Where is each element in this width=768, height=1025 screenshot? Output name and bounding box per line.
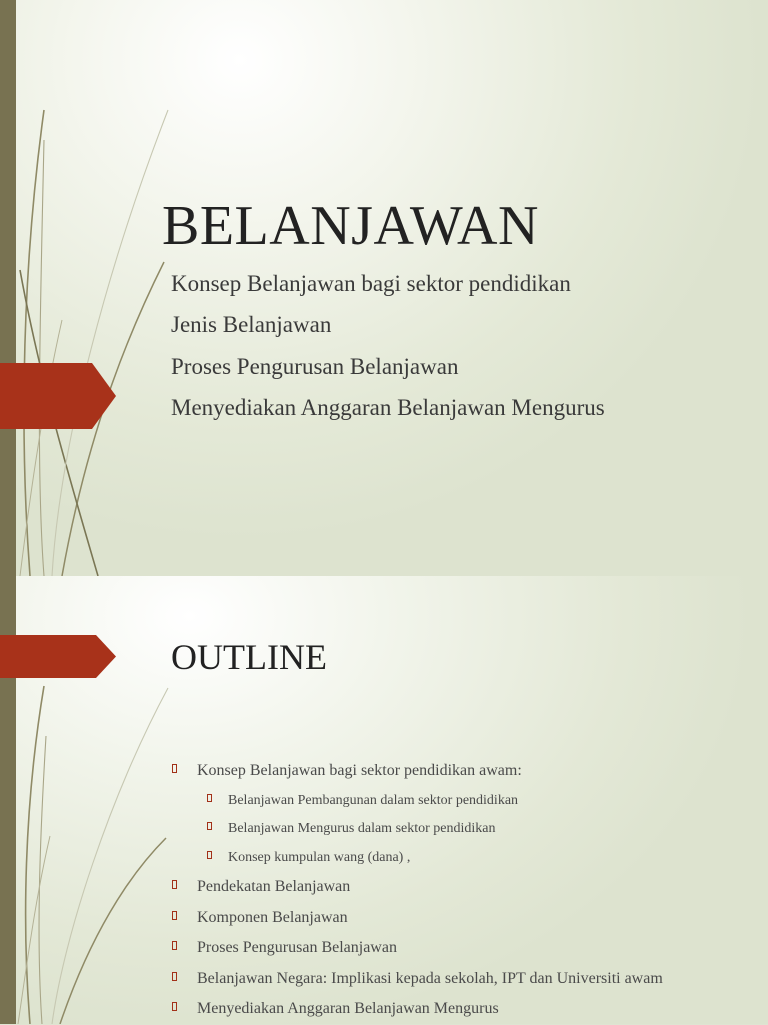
outline-item: Menyediakan Anggaran Belanjawan Mengurus	[171, 994, 663, 1025]
bullet-icon	[172, 941, 177, 950]
bullet-icon	[172, 972, 177, 981]
subtitle-item: Jenis Belanjawan	[171, 312, 332, 338]
outline-item: Konsep Belanjawan bagi sektor pendidikan awam:	[171, 756, 663, 787]
subtitle-item: Menyediakan Anggaran Belanjawan Mengurus	[171, 394, 605, 420]
subtitle-item: Proses Pengurusan Belanjawan	[171, 353, 459, 379]
outline-list	[171, 756, 663, 1025]
outline-title: OUTLINE	[171, 637, 327, 677]
outline-item: Proses Pengurusan Belanjawan	[171, 933, 663, 964]
subtitle-list	[171, 263, 605, 428]
presentation-title: BELANJAWAN	[162, 195, 539, 257]
accent-arrow-flag	[0, 363, 116, 429]
outline-subitem: Belanjawan Pembangunan dalam sektor pendidikan	[171, 787, 663, 816]
bullet-icon	[172, 1002, 177, 1011]
decorative-curves	[0, 0, 200, 576]
accent-arrow-flag	[0, 635, 116, 678]
outline-subitem: Konsep kumpulan wang (dana) ,	[171, 844, 663, 873]
bullet-icon	[172, 911, 177, 920]
subtitle-item: Konsep Belanjawan bagi sektor pendidikan	[171, 271, 571, 296]
bullet-icon	[207, 851, 212, 859]
outline-item: Komponen Belanjawan	[171, 903, 663, 934]
bullet-icon	[207, 794, 212, 802]
bullet-icon	[172, 764, 177, 773]
bullet-icon	[172, 880, 177, 889]
outline-item: Pendekatan Belanjawan	[171, 872, 663, 903]
bullet-icon	[207, 822, 212, 830]
outline-subitem: Belanjawan Mengurus dalam sektor pendidikan	[171, 815, 663, 844]
outline-item: Belanjawan Negara: Implikasi kepada sekolah, IPT dan Universiti awam	[171, 964, 663, 995]
